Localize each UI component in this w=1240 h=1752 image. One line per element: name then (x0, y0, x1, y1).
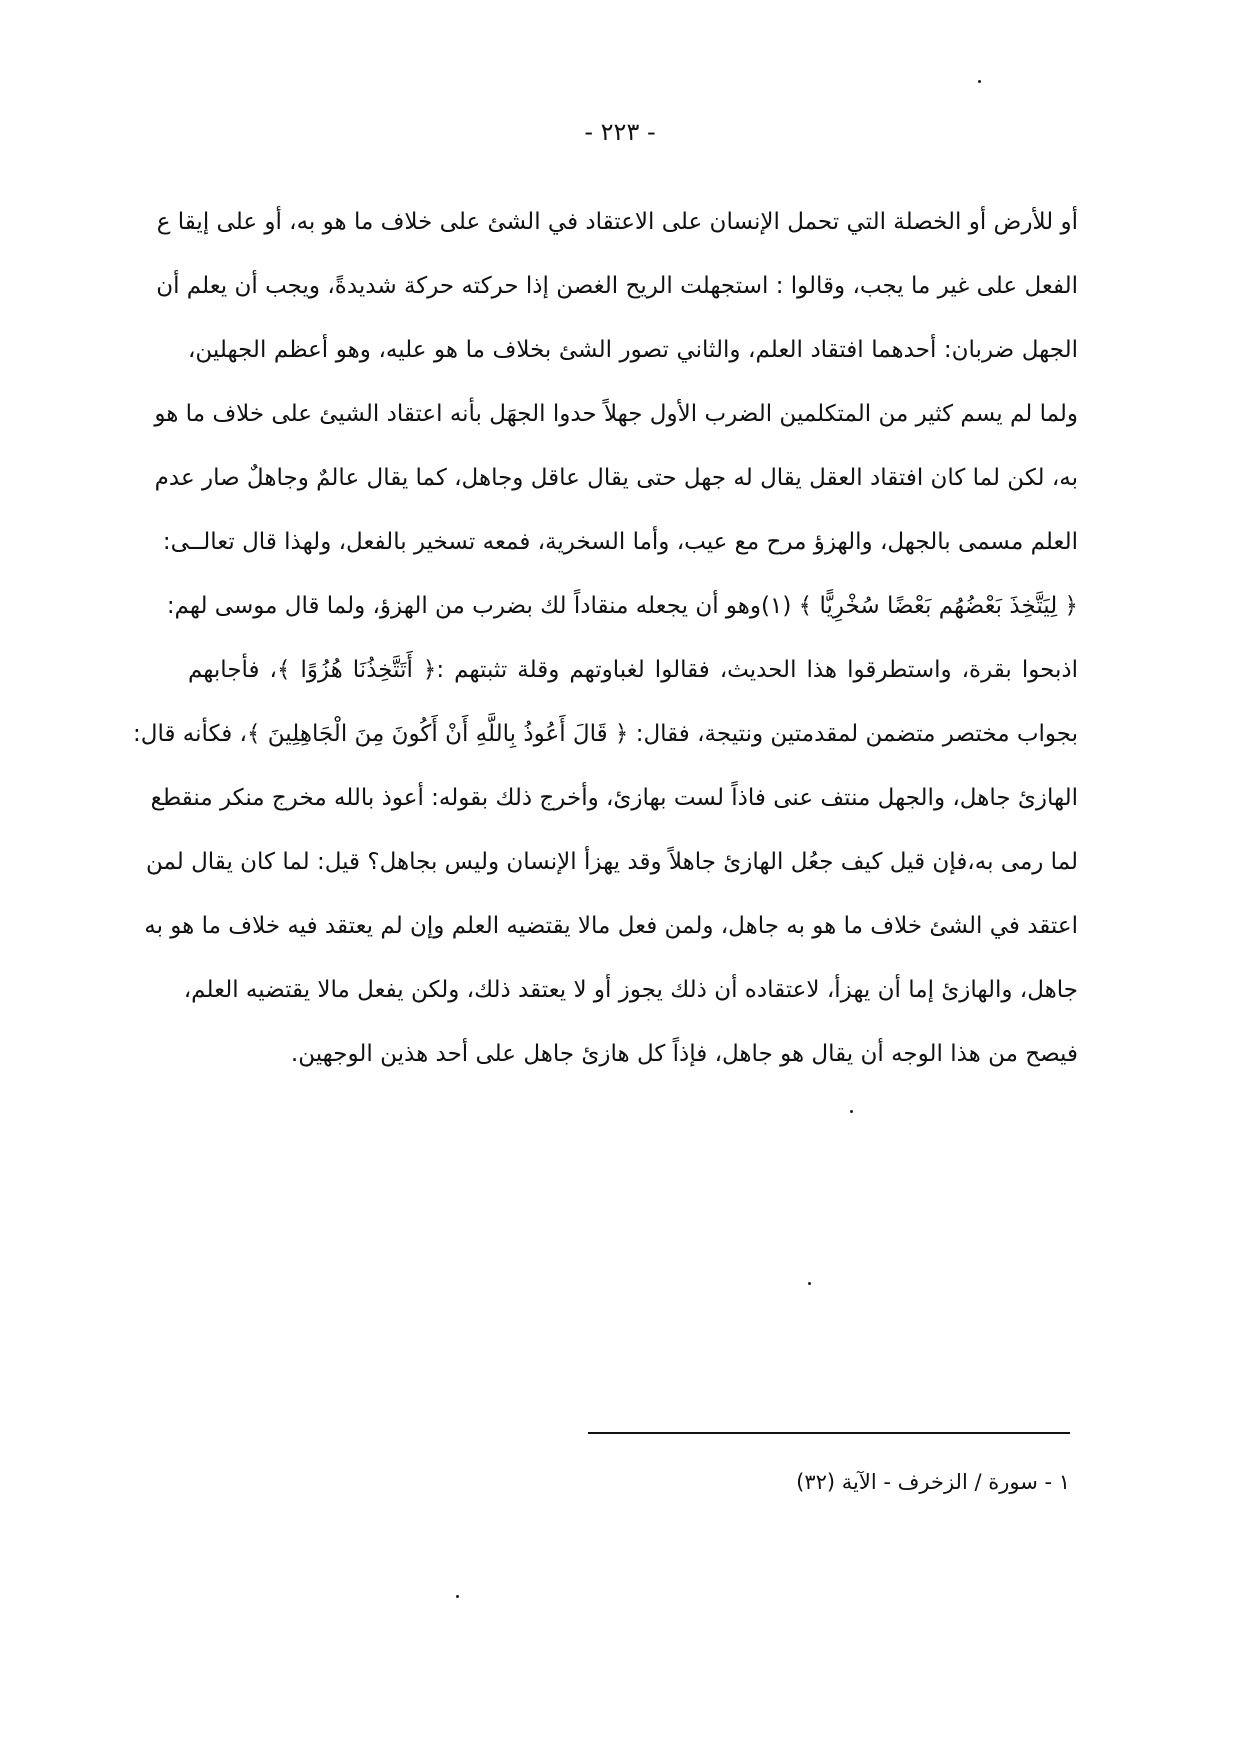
text-line: به، لكن لما كان افتقاد العقل يقال له جهل حتى يقال عاقل وجاهل، كما يقال عالمٌ وجاهلٌ صار عدم (154, 465, 1078, 491)
footnote: ١ - سورة / الزخرف - الآية (٣٢) (796, 1470, 1070, 1494)
text-line: الفعل على غير ما يجب، وقالوا : استجهلت الريح الغصن إذا حركته حركة شديدةً، ويجب أن يعلم أن (156, 273, 1078, 299)
scan-speck (978, 80, 981, 83)
footnote-divider (588, 1432, 1070, 1434)
text-line: فيصح من هذا الوجه أن يقال هو جاهل، فإذاً كل هازئ جاهل على أحد هذين الوجهين. (290, 1041, 1078, 1067)
text-line: العلم مسمى بالجهل، والهزؤ مرح مع عيب، وأما السخرية، فمعه تسخير بالفعل، ولهذا قال تعالــى: (162, 529, 1078, 555)
text-line: الهازئ جاهل، والجهل منتف عنى فاذاً لست بهازئ، وأخرج ذلك بقوله: أعوذ بالله مخرج منكر منقطع (150, 785, 1078, 811)
page-number: - ٢٢٣ - (584, 118, 656, 146)
scan-speck (808, 1282, 811, 1285)
text-line: لما رمى به،فإن قيل كيف جعُل الهازئ جاهلاً وقد يهزأ الإنسان وليس بجاهل؟ قيل: لما كان يقال لمن (145, 849, 1078, 875)
text-line: اذبحوا بقرة، واستطرقوا هذا الحديث، فقالوا لغباوتهم وقلة تثبتهم :﴿ أَتَتَّخِذُنَا هُزُوًا ﴾، فأجابهم (188, 657, 1078, 683)
scan-speck (456, 1595, 459, 1598)
text-line: اعتقد في الشئ خلاف ما هو به جاهل، ولمن فعل مالا يقتضيه العلم وإن لم يعتقد فيه خلاف ما هو به (144, 913, 1078, 939)
text-line: بجواب مختصر متضمن لمقدمتين ونتيجة، فقال: ﴿ قَالَ أَعُوذُ بِاللَّهِ أَنْ أَكُونَ مِنَ الْجَاهِلِينَ ﴾، فكأنه قال: (133, 721, 1078, 747)
text-line: جاهل، والهازئ إما أن يهزأ، لاعتقاده أن ذلك يجوز أو لا يعتقد ذلك، ولكن يفعل مالا يقتضيه العلم، (183, 977, 1078, 1003)
text-line: ﴿ لِيَتَّخِذَ بَعْضُهُم بَعْضًا سُخْرِيًّا ﴾ (١)وهو أن يجعله منقاداً لك بضرب من الهزؤ، ولما قال موسى لهم: (166, 593, 1078, 619)
text-line: الجهل ضربان: أحدهما افتقاد العلم، والثاني تصور الشئ بخلاف ما هو عليه، وهو أعظم الجهلين، (188, 337, 1078, 363)
scan-speck (850, 1110, 853, 1113)
text-line: أو للأرض أو الخصلة التي تحمل الإنسان على الاعتقاد في الشئ على خلاف ما هو به، أو على إيقا ع (156, 209, 1078, 235)
body-text (133, 190, 1078, 1086)
text-line: ولما لم يسم كثير من المتكلمين الضرب الأول جهلاً حدوا الجهَل بأنه اعتقاد الشيئ على خلاف ما هو (154, 401, 1078, 427)
